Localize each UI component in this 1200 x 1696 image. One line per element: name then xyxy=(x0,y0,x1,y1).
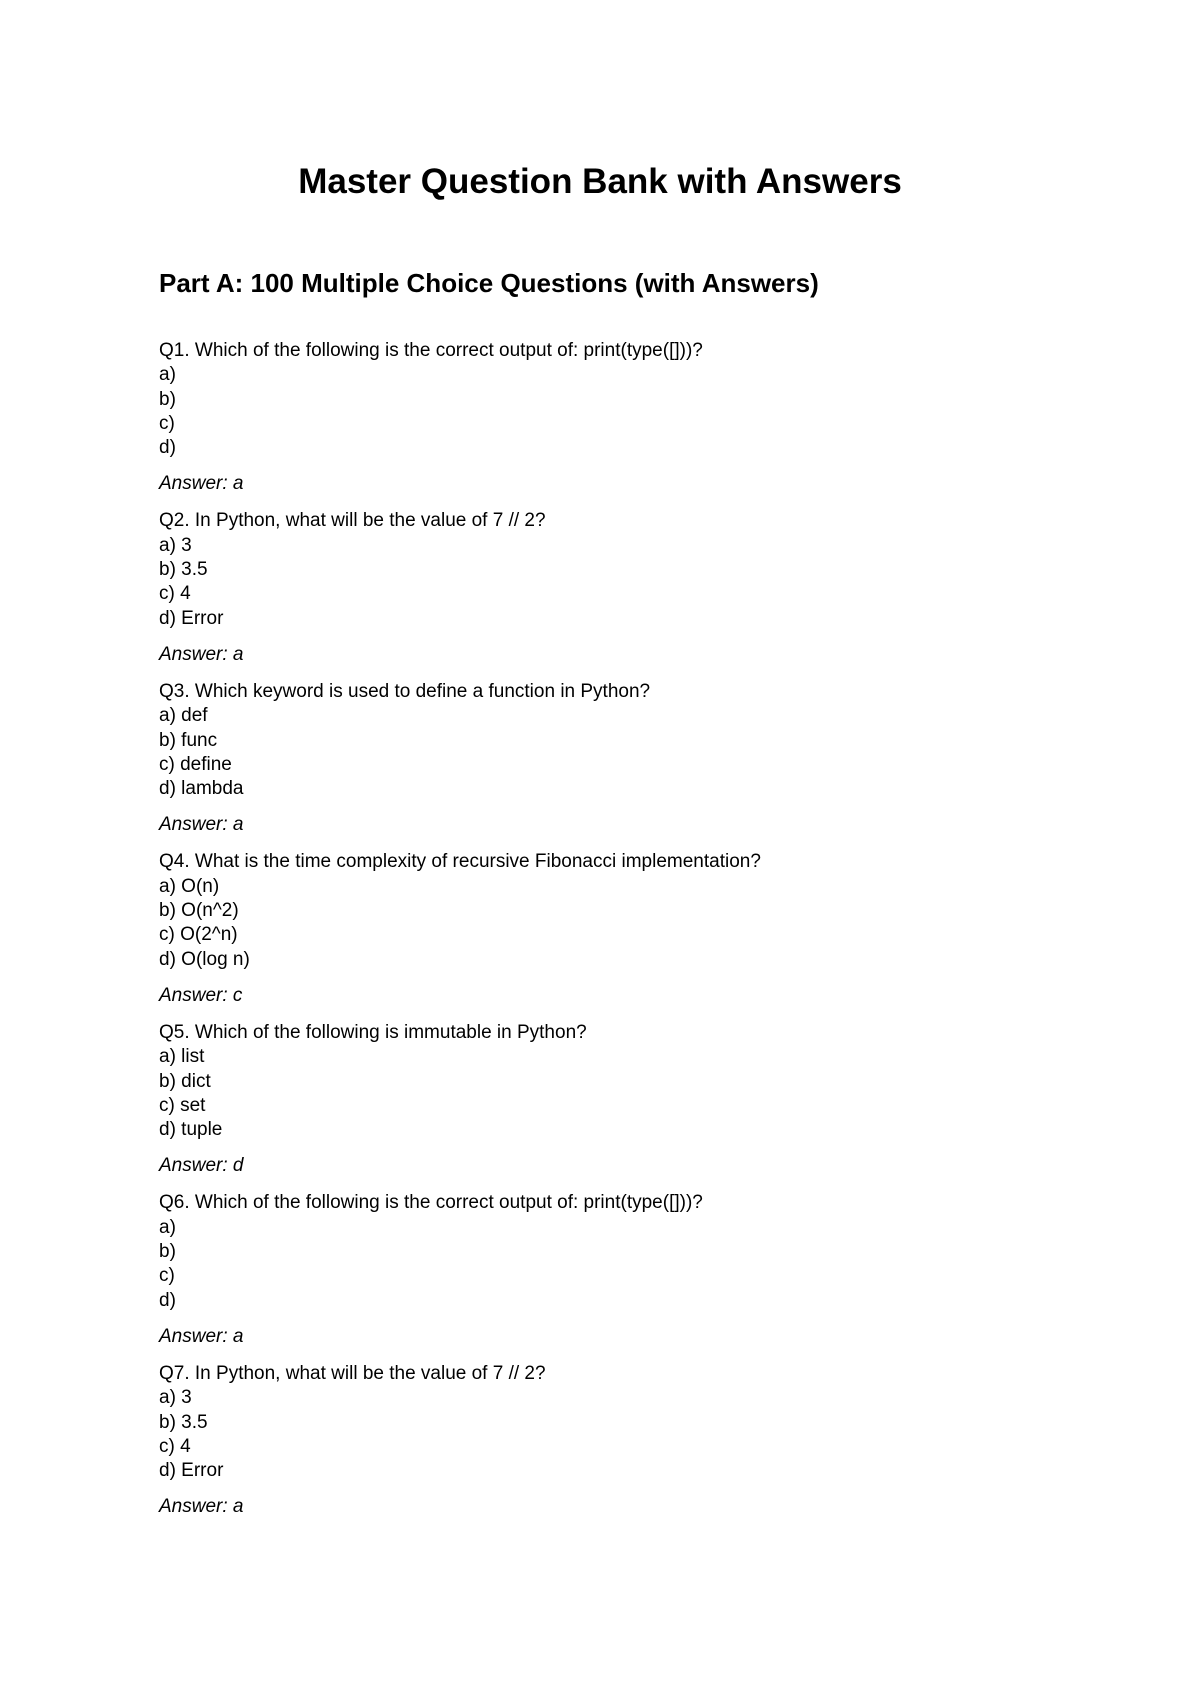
question-block xyxy=(159,339,1119,496)
section-heading: Part A: 100 Multiple Choice Questions (with Answers) xyxy=(159,268,819,298)
option-d: d) lambda xyxy=(159,778,244,800)
option-a: a) xyxy=(159,1216,176,1238)
option-d: d) Error xyxy=(159,607,224,629)
option-d: d) tuple xyxy=(159,1119,223,1141)
option-b: b) 3.5 xyxy=(159,559,208,581)
document-title: Master Question Bank with Answers xyxy=(298,162,902,201)
question-block xyxy=(159,1021,1119,1178)
option-d: d) xyxy=(159,1289,176,1311)
answer-text: Answer: a xyxy=(159,1496,244,1518)
question-block xyxy=(159,680,1119,837)
option-c: c) xyxy=(159,1265,175,1287)
question-text: Q5. Which of the following is immutable in Python? xyxy=(159,1021,587,1043)
question-block xyxy=(159,850,1119,1007)
question-block xyxy=(159,509,1119,666)
option-d: d) xyxy=(159,437,176,459)
answer-text: Answer: a xyxy=(159,1325,244,1347)
question-text: Q3. Which keyword is used to define a function in Python? xyxy=(159,680,651,702)
question-text: Q6. Which of the following is the correct output of: print(type([]))? xyxy=(159,1192,703,1214)
option-b: b) O(n^2) xyxy=(159,900,239,922)
option-b: b) 3.5 xyxy=(159,1411,208,1433)
option-c: c) O(2^n) xyxy=(159,924,238,946)
question-text: Q4. What is the time complexity of recursive Fibonacci implementation? xyxy=(159,851,761,873)
option-a: a) 3 xyxy=(159,534,192,556)
question-block xyxy=(159,1191,1119,1348)
option-c: c) 4 xyxy=(159,583,191,605)
answer-text: Answer: c xyxy=(159,984,243,1006)
option-d: d) O(log n) xyxy=(159,948,250,970)
option-a: a) def xyxy=(159,705,208,727)
option-a: a) list xyxy=(159,1046,205,1068)
question-text: Q2. In Python, what will be the value of 7 // 2? xyxy=(159,510,546,532)
question-text: Q7. In Python, what will be the value of 7 // 2? xyxy=(159,1362,546,1384)
answer-text: Answer: a xyxy=(159,643,244,665)
option-b: b) func xyxy=(159,729,218,751)
option-b: b) xyxy=(159,388,176,410)
option-a: a) O(n) xyxy=(159,875,220,897)
option-a: a) xyxy=(159,364,176,386)
answer-text: Answer: d xyxy=(159,1155,244,1177)
answer-text: Answer: a xyxy=(159,473,244,495)
question-block xyxy=(159,1362,1119,1519)
option-c: c) set xyxy=(159,1094,206,1116)
option-c: c) define xyxy=(159,753,232,775)
option-c: c) xyxy=(159,412,175,434)
option-c: c) 4 xyxy=(159,1435,191,1457)
option-d: d) Error xyxy=(159,1460,224,1482)
option-b: b) xyxy=(159,1241,176,1263)
answer-text: Answer: a xyxy=(159,814,244,836)
question-text: Q1. Which of the following is the correct output of: print(type([]))? xyxy=(159,340,703,361)
option-a: a) 3 xyxy=(159,1387,192,1409)
option-b: b) dict xyxy=(159,1070,211,1092)
question-list xyxy=(159,339,1119,1532)
